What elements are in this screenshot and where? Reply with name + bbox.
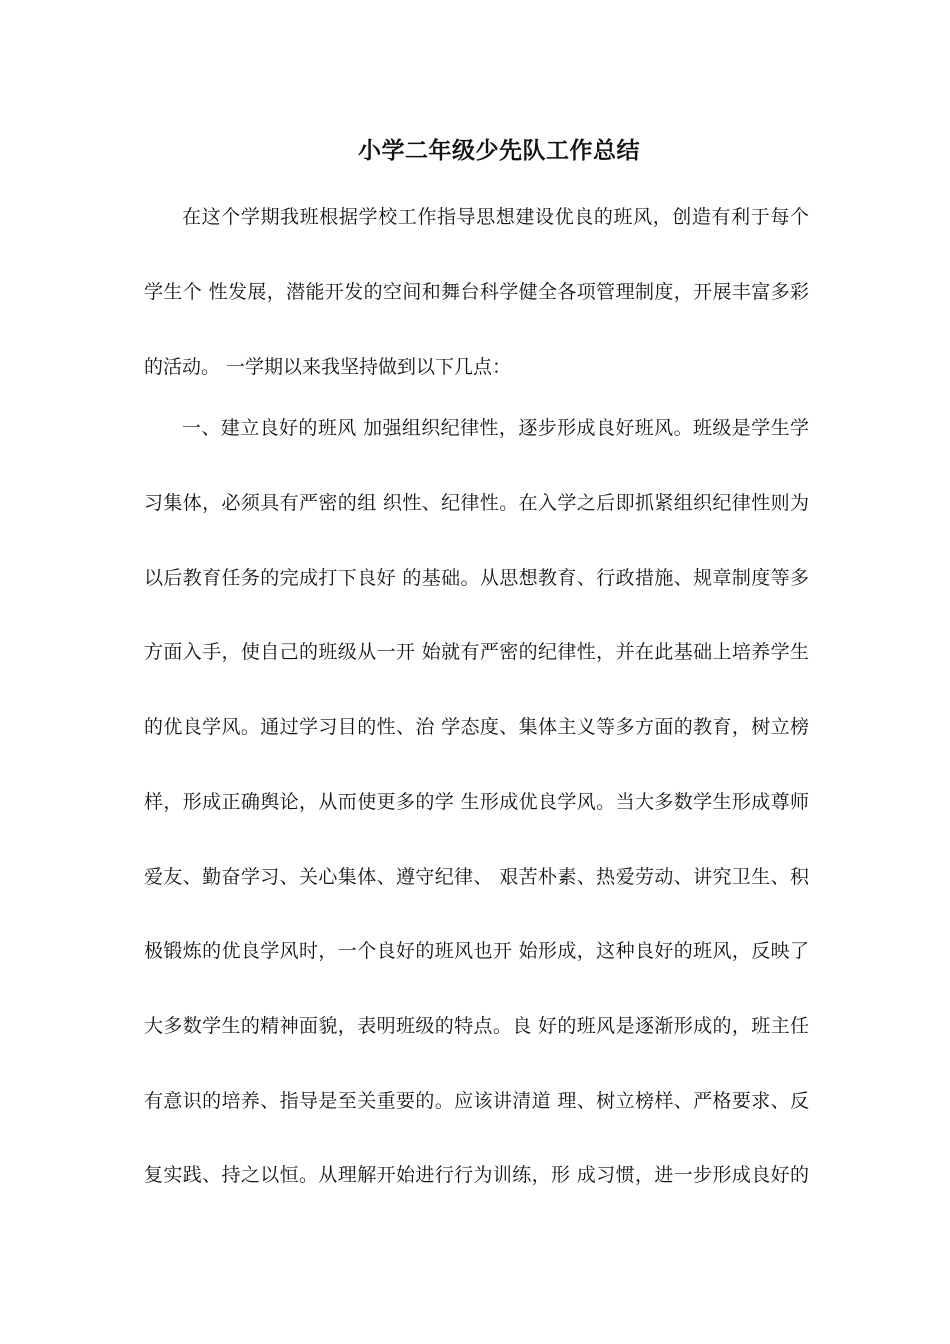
paragraph-line: 复实践、持之以恒。从理解开始进行行为训练，形 成习惯，进一步形成良好的 xyxy=(144,1164,809,1186)
document-title: 小学二年级少先队工作总结 xyxy=(358,138,640,164)
paragraph-line: 有意识的培养、指导是至关重要的。应该讲清道 理、树立榜样、严格要求、反 xyxy=(144,1090,809,1112)
paragraph-line: 学生个 性发展，潜能开发的空间和舞台科学健全各项管理制度，开展丰富多彩 xyxy=(144,281,809,303)
paragraph-line: 方面入手，使自己的班级从一开 始就有严密的纪律性，并在此基础上培养学生 xyxy=(144,641,809,663)
paragraph-line: 样，形成正确舆论，从而使更多的学 生形成优良学风。当大多数学生形成尊师 xyxy=(144,791,809,813)
paragraph-line: 极锻炼的优良学风时，一个良好的班风也开 始形成，这种良好的班风，反映了 xyxy=(144,940,809,962)
paragraph-line: 的活动。 一学期以来我坚持做到以下几点： xyxy=(144,356,512,378)
paragraph-line: 在这个学期我班根据学校工作指导思想建设优良的班风，创造有利于每个 xyxy=(182,206,809,228)
paragraph-line: 习集体，必须具有严密的组 织性、纪律性。在入学之后即抓紧组织纪律性则为 xyxy=(144,492,809,514)
paragraph-line: 以后教育任务的完成打下良好 的基础。从思想教育、行政措施、规章制度等多 xyxy=(144,567,809,589)
paragraph-line: 一、建立良好的班风 加强组织纪律性，逐步形成良好班风。班级是学生学 xyxy=(182,417,809,439)
paragraph-line: 爱友、勤奋学习、关心集体、遵守纪律、 艰苦朴素、热爱劳动、讲究卫生、积 xyxy=(144,866,809,888)
paragraph-line: 的优良学风。通过学习目的性、治 学态度、集体主义等多方面的教育，树立榜 xyxy=(144,716,809,738)
paragraph-line: 大多数学生的精神面貌，表明班级的特点。良 好的班风是逐渐形成的，班主任 xyxy=(144,1015,809,1037)
